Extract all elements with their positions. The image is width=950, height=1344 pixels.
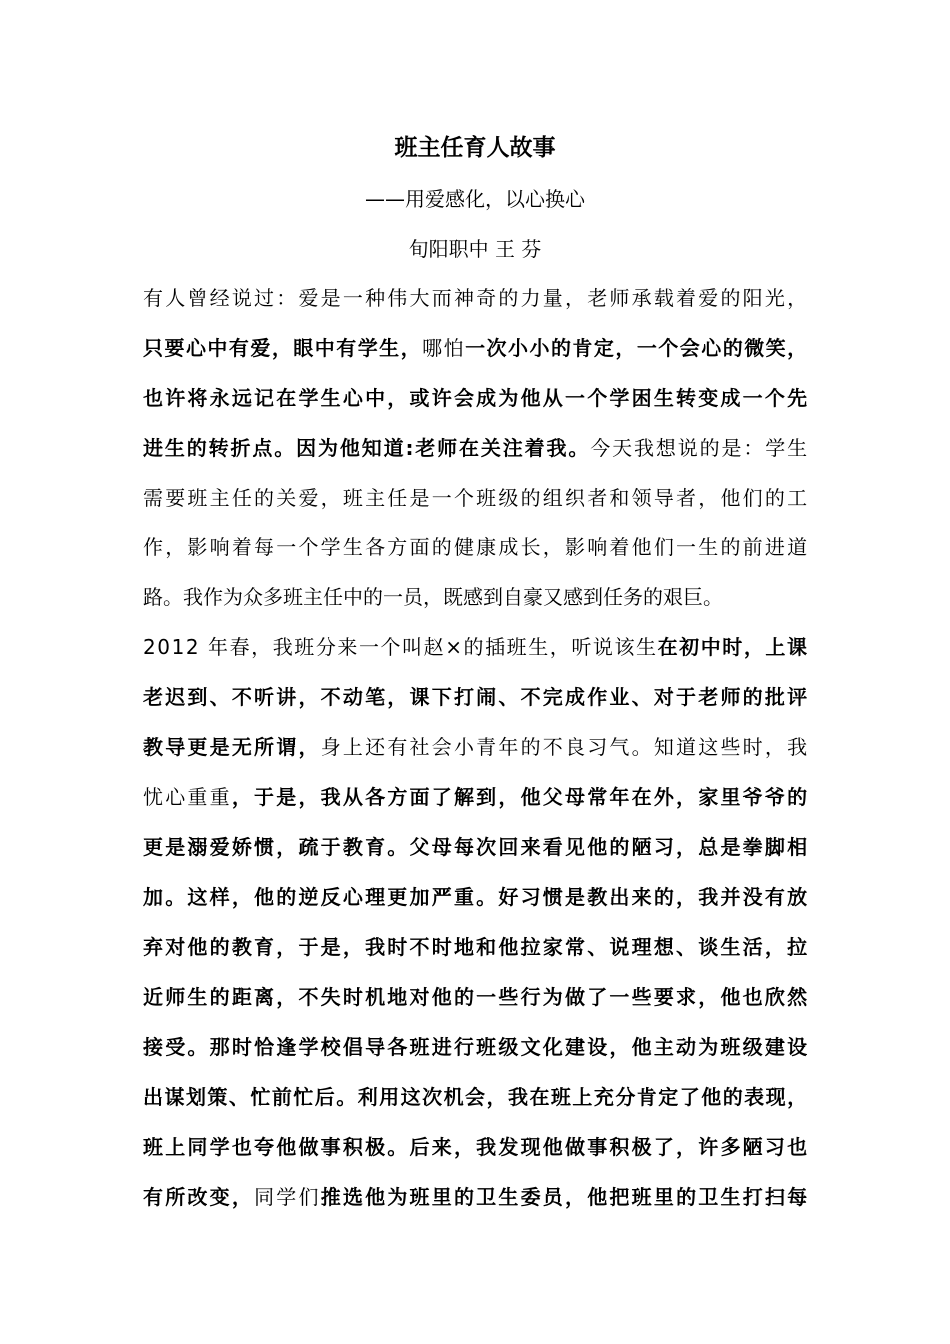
- bold-text-segment: 出谋划策、忙前忙后。利用这次机会，我在班上充分肯定了他的表现，: [143, 1085, 809, 1109]
- bold-text-segment: 接受。那时恰逢学校倡导各班进行班级文化建设，他主动为班级建设: [143, 1035, 810, 1059]
- body-line: [143, 280, 810, 316]
- document-author: 旬阳职中 王 芬: [408, 237, 542, 261]
- text-segment: 作，影响着每一个学生各方面的健康成长，影响着他们一生的前进道: [143, 535, 810, 559]
- bold-text-segment: 有所改变，: [143, 1185, 255, 1209]
- body-line: [143, 1029, 810, 1065]
- text-segment: 2012 年春，我班分来一个叫赵×的插班生，听说该生: [143, 635, 658, 659]
- document-title: 班主任育人故事: [394, 135, 556, 161]
- body-line: [143, 529, 810, 565]
- text-segment: 身上还有社会小青年的不良习气。知道这些时，我: [320, 735, 810, 759]
- bold-text-segment: 近师生的距离，不失时机地对他的一些行为做了一些要求，他也欣然: [143, 985, 810, 1009]
- text-segment: 同学们: [254, 1185, 321, 1209]
- body-line: [143, 779, 810, 815]
- bold-text-segment: 只要心中有爱，眼中有学生，: [143, 336, 423, 360]
- bold-text-segment: 教导更是无所谓，: [143, 735, 321, 759]
- body-line: [143, 879, 810, 915]
- bold-text-segment: 老迟到、不听讲，不动笔，课下打闹、不完成作业、对于老师的批评: [143, 685, 810, 709]
- body-line: [143, 979, 810, 1015]
- document-subtitle: ——用爱感化，以心换心: [365, 187, 585, 211]
- bold-text-segment: 加。这样，他的逆反心理更加严重。好习惯是教出来的，我并没有放: [143, 885, 810, 909]
- bold-text-segment: 也许将永远记在学生心中，或许会成为他从一个学困生转变成一个先: [143, 386, 810, 410]
- text-segment: 路。我作为众多班主任中的一员，既感到自豪又感到任务的艰巨。: [143, 585, 723, 609]
- text-segment: 有人曾经说过：爱是一种伟大而神奇的力量，老师承载着爱的阳光，: [143, 286, 810, 310]
- bold-text-segment: 推选他为班里的卫生委员，他把班里的卫生打扫每: [320, 1185, 810, 1209]
- body-line: [143, 829, 810, 865]
- body-line: [143, 629, 807, 665]
- body-line: [143, 579, 807, 615]
- body-line: [143, 1129, 810, 1165]
- text-segment: 哪怕: [422, 336, 466, 360]
- text-segment: 需要班主任的关爱，班主任是一个班级的组织者和领导者，他们的工: [143, 486, 810, 510]
- bold-text-segment: ，于是，我从各方面了解到，他父母常年在外，家里爷爷的: [231, 785, 810, 809]
- body-line: [143, 929, 810, 965]
- text-segment: 忧心重重: [143, 785, 232, 809]
- bold-text-segment: 班上同学也夸他做事积极。后来，我发现他做事积极了，许多陋习也: [143, 1135, 810, 1159]
- body-line: [143, 679, 810, 715]
- bold-text-segment: 更是溺爱娇惯，疏于教育。父母每次回来看见他的陋习，总是拳脚相: [143, 835, 810, 859]
- body-line: [143, 380, 810, 416]
- body-line: [143, 330, 807, 366]
- bold-text-segment: 进生的转折点。因为他知道:老师在关注着我。: [143, 436, 591, 460]
- bold-text-segment: 在初中时，上课: [657, 635, 809, 659]
- body-line: [143, 1179, 810, 1215]
- body-line: [143, 430, 807, 466]
- body-line: [143, 480, 810, 516]
- body-line: [143, 729, 810, 765]
- bold-text-segment: 一次小小的肯定，一个会心的微笑，: [465, 336, 809, 360]
- body-line: [143, 1079, 807, 1115]
- bold-text-segment: 弃对他的教育，于是，我时不时地和他拉家常、说理想、谈生活，拉: [143, 935, 810, 959]
- text-segment: 今天我想说的是：学生: [590, 436, 809, 460]
